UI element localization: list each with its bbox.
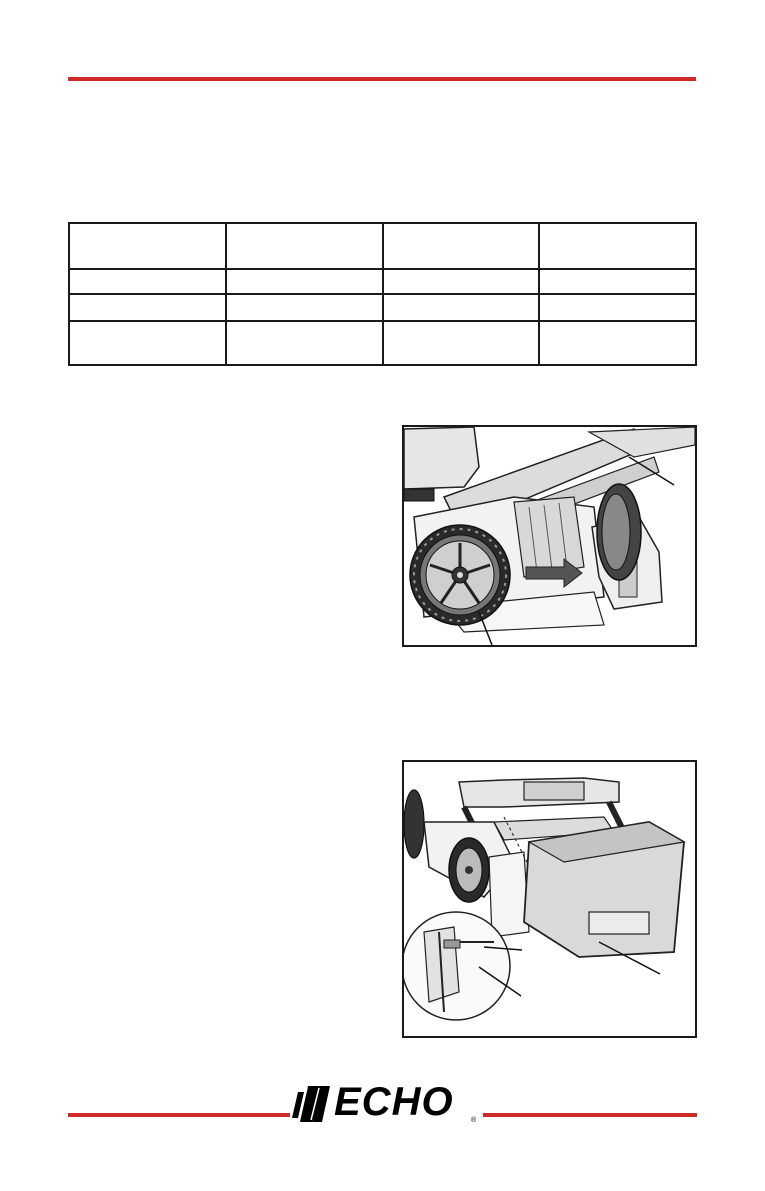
table-cell	[226, 321, 383, 365]
header-divider	[68, 77, 696, 81]
table-row	[69, 223, 696, 269]
table-cell	[226, 223, 383, 269]
table-cell	[69, 321, 226, 365]
table-cell	[383, 269, 540, 294]
logo-stripes-icon	[290, 1080, 334, 1128]
registered-mark: ®	[471, 1117, 477, 1124]
mower-grass-bag-figure	[402, 760, 697, 1038]
spec-table	[68, 222, 697, 366]
table-cell	[383, 321, 540, 365]
table-row	[69, 269, 696, 294]
echo-logo	[290, 1080, 485, 1128]
table-cell	[226, 294, 383, 321]
logo-wordmark: ECHO	[334, 1080, 454, 1124]
table-cell	[539, 321, 696, 365]
table-cell	[383, 294, 540, 321]
table-row	[69, 321, 696, 365]
table-cell	[69, 269, 226, 294]
table-cell	[539, 294, 696, 321]
mower-rear-discharge-figure	[402, 425, 697, 647]
table-cell	[383, 223, 540, 269]
table-cell	[226, 269, 383, 294]
footer-divider-left	[68, 1113, 290, 1117]
table-row	[69, 294, 696, 321]
table-cell	[69, 294, 226, 321]
footer-divider-right	[483, 1113, 697, 1117]
table-cell	[539, 269, 696, 294]
table-cell	[69, 223, 226, 269]
table-cell	[539, 223, 696, 269]
